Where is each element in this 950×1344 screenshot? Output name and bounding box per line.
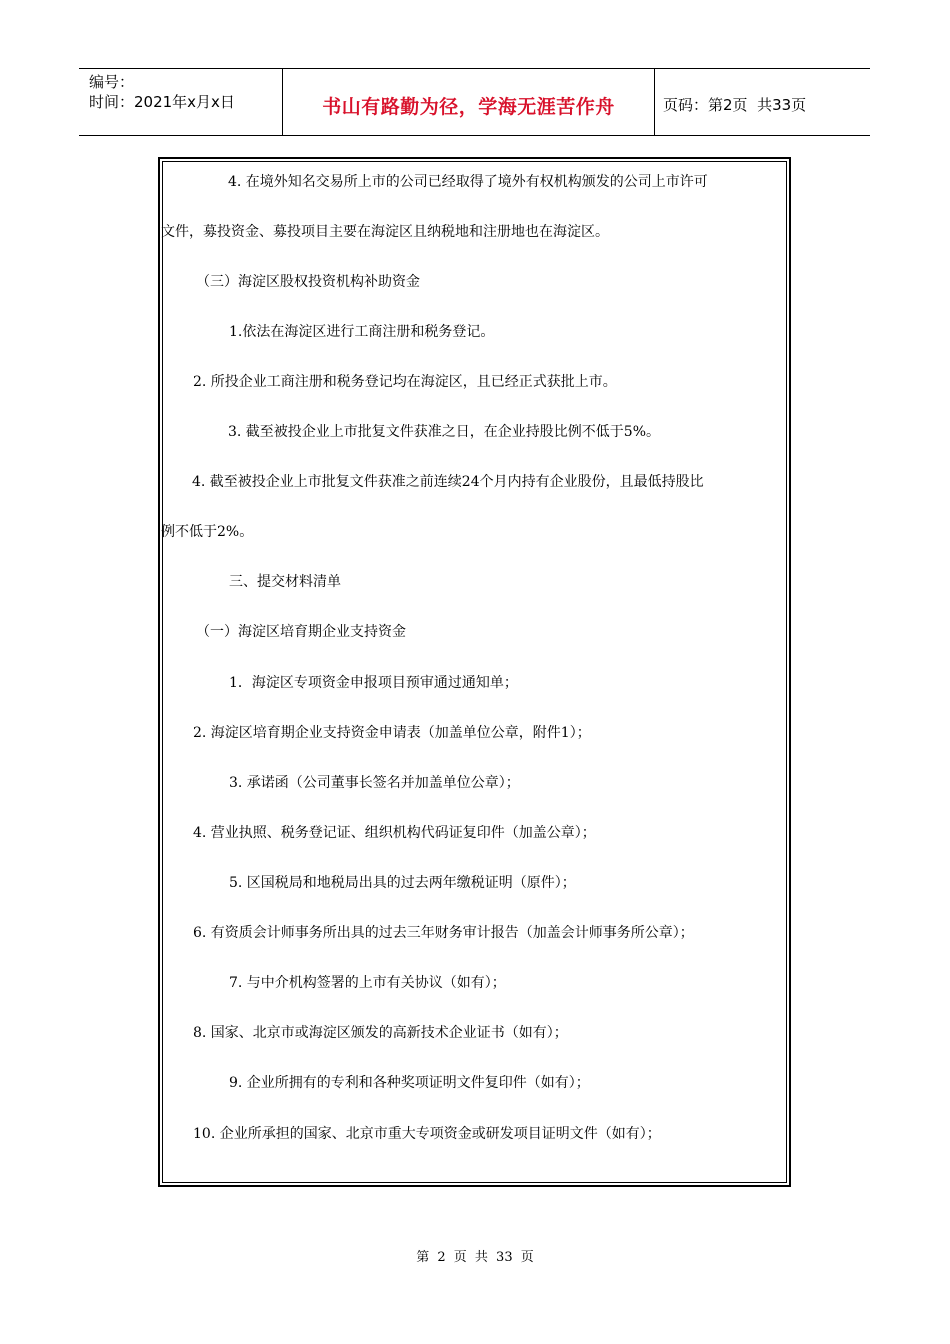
document-date: 时间：2021年x月x日: [89, 93, 235, 111]
list-item: 4. 营业执照、税务登记证、组织机构代码证复印件（加盖公章）；: [193, 825, 596, 841]
section-heading: 三、提交材料清单: [229, 574, 341, 590]
list-item: 10. 企业所承担的国家、北京市重大专项资金或研发项目证明文件（如有）；: [193, 1126, 661, 1142]
page-header: [79, 68, 870, 136]
paragraph-line: 4. 截至被投企业上市批复文件获准之前连续24个月内持有企业股份，且最低持股比: [192, 474, 704, 490]
paragraph-line: 3. 截至被投企业上市批复文件获准之日，在企业持股比例不低于5%。: [228, 424, 661, 440]
list-item: 7. 与中介机构签署的上市有关协议（如有）；: [229, 975, 506, 991]
paragraph-line: 例不低于2%。: [161, 524, 254, 540]
list-item: 8. 国家、北京市或海淀区颁发的高新技术企业证书（如有）；: [193, 1025, 568, 1041]
page-footer: 第 2 页 共 33 页: [416, 1250, 534, 1265]
header-motto: 书山有路勤为径，学海无涯苦作舟: [322, 96, 615, 118]
document-number: 编号：: [89, 73, 135, 91]
header-meta: [79, 69, 283, 135]
list-item: 6. 有资质会计师事务所出具的过去三年财务审计报告（加盖会计师事务所公章）；: [193, 925, 694, 941]
header-motto-cell: [283, 69, 655, 135]
list-item: 2. 海淀区培育期企业支持资金申请表（加盖单位公章，附件1）；: [193, 725, 591, 741]
list-item: 1．海淀区专项资金申报项目预审通过通知单；: [229, 675, 518, 691]
list-item: 3. 承诺函（公司董事长签名并加盖单位公章）；: [229, 775, 520, 791]
paragraph-line: 1.依法在海淀区进行工商注册和税务登记。: [229, 324, 495, 340]
section-heading: （一）海淀区培育期企业支持资金: [196, 624, 406, 640]
paragraph-line: 2. 所投企业工商注册和税务登记均在海淀区，且已经正式获批上市。: [193, 374, 617, 390]
list-item: 5. 区国税局和地税局出具的过去两年缴税证明（原件）；: [229, 875, 576, 891]
header-page-code: 页码：第2页 共33页: [663, 96, 807, 114]
header-page-cell: [655, 69, 870, 135]
list-item: 9. 企业所拥有的专利和各种奖项证明文件复印件（如有）；: [229, 1075, 590, 1091]
paragraph-line: 文件，募投资金、募投项目主要在海淀区且纳税地和注册地也在海淀区。: [161, 224, 609, 240]
section-heading: （三）海淀区股权投资机构补助资金: [196, 274, 420, 290]
paragraph-line: 4. 在境外知名交易所上市的公司已经取得了境外有权机构颁发的公司上市许可: [228, 174, 708, 190]
